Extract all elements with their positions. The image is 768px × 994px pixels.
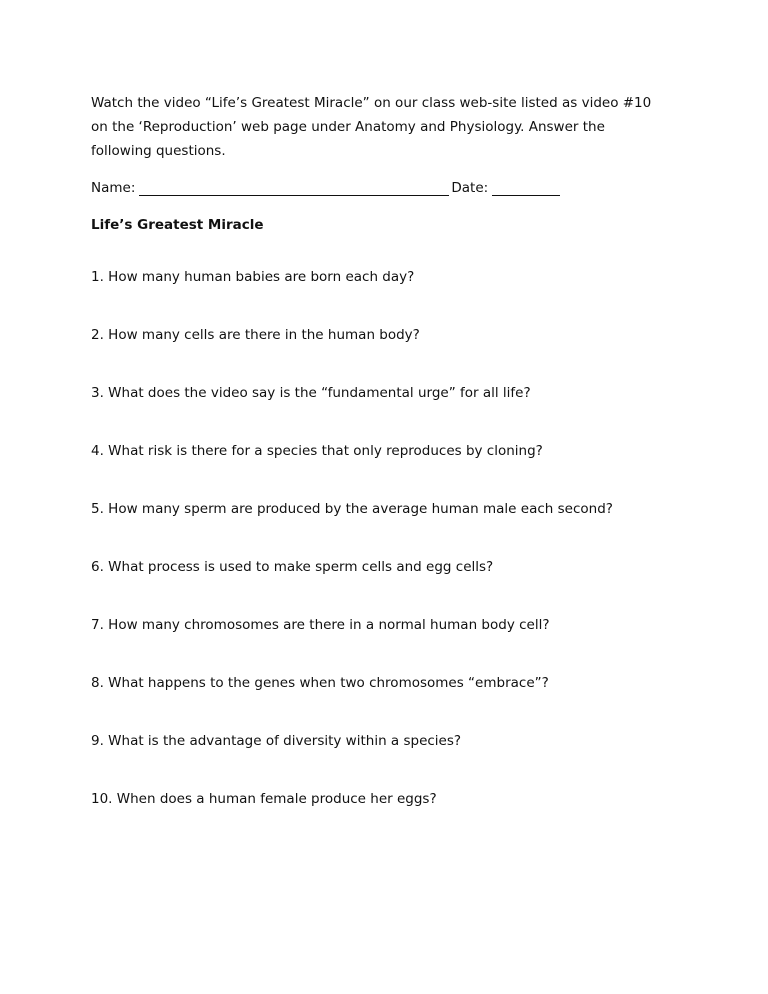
question-5: 5. How many sperm are produced by the average human male each second? xyxy=(91,501,613,517)
question-3: 3. What does the video say is the “fundamental urge” for all life? xyxy=(91,385,531,401)
question-9: 9. What is the advantage of diversity within a species? xyxy=(91,733,462,749)
name-label: Name: xyxy=(91,180,136,196)
worksheet xyxy=(91,91,691,807)
question-6: 6. What process is used to make sperm cells and egg cells? xyxy=(91,559,494,575)
instructions-line-3: following questions. xyxy=(91,143,226,159)
instructions-line-1: Watch the video “Life’s Greatest Miracle” on our class web-site listed as video #10 xyxy=(91,95,652,111)
instructions xyxy=(91,91,691,163)
name-date-row xyxy=(91,178,691,198)
name-blank[interactable] xyxy=(139,181,449,196)
worksheet-title: Life’s Greatest Miracle xyxy=(91,217,264,233)
question-7: 7. How many chromosomes are there in a normal human body cell? xyxy=(91,617,550,633)
question-2: 2. How many cells are there in the human body? xyxy=(91,327,420,343)
question-8: 8. What happens to the genes when two chromosomes “embrace”? xyxy=(91,675,549,691)
instructions-line-2: on the ‘Reproduction’ web page under Anatomy and Physiology. Answer the xyxy=(91,119,605,135)
date-blank[interactable] xyxy=(492,181,560,196)
question-10: 10. When does a human female produce her eggs? xyxy=(91,791,437,807)
question-1: 1. How many human babies are born each day? xyxy=(91,269,415,285)
date-label: Date: xyxy=(451,180,489,196)
question-4: 4. What risk is there for a species that only reproduces by cloning? xyxy=(91,443,543,459)
